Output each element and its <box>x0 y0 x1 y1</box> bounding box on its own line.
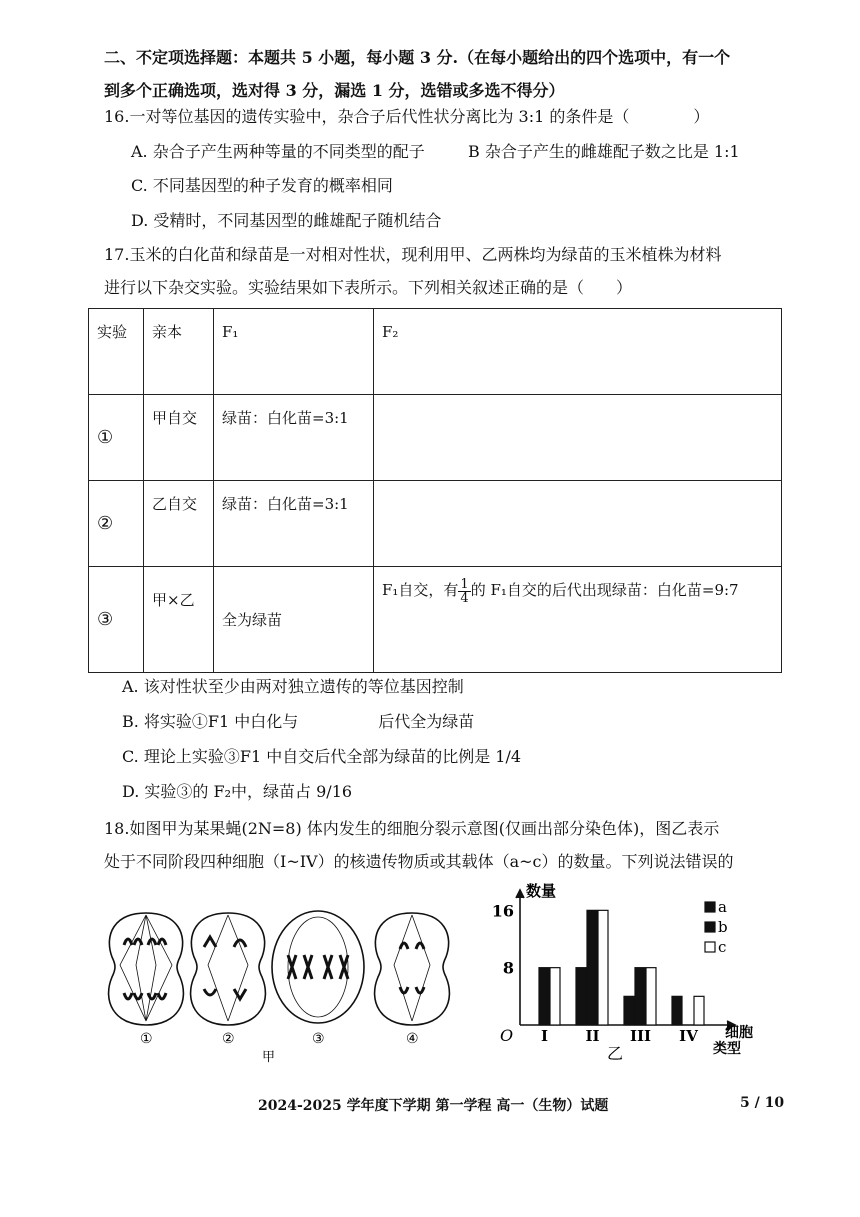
chart-bars <box>539 902 715 1025</box>
x-axis-label: 细胞 <box>725 1025 753 1041</box>
x-axis-label-line2: 类型 <box>713 1041 741 1057</box>
q17-option-d: D. 实验③的 F₂中，绿苗占 9/16 <box>122 782 353 801</box>
q16-option-b: B 杂合子产生的雌雄配子数之比是 1:1 <box>468 142 740 161</box>
table-header-row <box>89 309 782 395</box>
section-heading-line2: 到多个正确选项，选对得 3 分，漏选 1 分，选错或多选不得分） <box>104 81 565 100</box>
row2-f2 <box>374 481 782 567</box>
bar-c-III <box>646 968 656 1025</box>
row2-f1: 绿苗：白化苗=3:1 <box>214 481 374 567</box>
header-f2: F₂ <box>374 309 782 395</box>
legend-swatch-a <box>705 902 715 912</box>
q17-stem-line1: 17.玉米的白化苗和绿苗是一对相对性状，现利用甲、乙两株均为绿苗的玉米植株为材料 <box>104 245 722 264</box>
bar-b-III <box>635 968 645 1025</box>
q16-stem: 16.一对等位基因的遗传实验中，杂合子后代性状分离比为 3:1 的条件是（ ） <box>104 107 710 126</box>
cell-label-1: ① <box>140 1031 153 1047</box>
row2-exp: ② <box>89 481 144 567</box>
y-tick-label: 16 <box>491 901 514 921</box>
origin-label: O <box>500 1026 514 1045</box>
x-tick-label: I <box>540 1027 549 1045</box>
section-heading-line1: 二、不定项选择题：本题共 5 小题，每小题 3 分.（在每小题给出的四个选项中，有一个 <box>104 48 731 67</box>
legend-label-c: c <box>718 938 727 956</box>
row1-exp: ① <box>89 395 144 481</box>
fraction-one-quarter <box>458 578 470 605</box>
row1-f1: 绿苗：白化苗=3:1 <box>214 395 374 481</box>
header-parent: 亲本 <box>144 309 214 395</box>
cell-2-diagram <box>191 913 266 1025</box>
bar-a-III <box>624 996 634 1025</box>
bar-c-II <box>598 910 608 1025</box>
bar-a-IV <box>672 996 682 1025</box>
y-axis-arrow <box>516 890 524 898</box>
q17-option-c: C. 理论上实验③F1 中自交后代全部为绿苗的比例是 1/4 <box>122 747 522 766</box>
row3-f2 <box>374 567 782 673</box>
cell-label-2: ② <box>222 1031 235 1047</box>
bar-b-I <box>539 968 549 1025</box>
table-row <box>89 395 782 481</box>
bar-c-I <box>550 968 560 1025</box>
header-f1: F₁ <box>214 309 374 395</box>
row1-parent: 甲自交 <box>144 395 214 481</box>
q16-option-d: D. 受精时，不同基因型的雌雄配子随机结合 <box>131 211 442 230</box>
cell-label-3: ③ <box>312 1031 325 1047</box>
cell-label-4: ④ <box>406 1031 419 1047</box>
legend-swatch-b <box>705 922 715 932</box>
x-tick-label: III <box>629 1027 652 1045</box>
legend-swatch-c <box>705 942 715 952</box>
table-row <box>89 481 782 567</box>
row3-exp: ③ <box>89 567 144 673</box>
cell-1-diagram <box>109 913 184 1025</box>
header-experiment: 实验 <box>89 309 144 395</box>
cell-4-diagram <box>375 913 450 1025</box>
row3-f2-post: 的 F₁自交的后代出现绿苗：白化苗=9:7 <box>470 581 739 599</box>
q18-stem-line1: 18.如图甲为某果蝇(2N=8) 体内发生的细胞分裂示意图(仅画出部分染色体)，图乙表示 <box>104 819 720 838</box>
row3-parent: 甲×乙 <box>144 567 214 673</box>
row2-parent: 乙自交 <box>144 481 214 567</box>
table-row <box>89 567 782 673</box>
q16-option-c: C. 不同基因型的种子发育的概率相同 <box>131 176 393 195</box>
q17-option-a: A. 该对性状至少由两对独立遗传的等位基因控制 <box>122 677 464 696</box>
cell-3-diagram <box>272 911 364 1023</box>
row3-f1: 全为绿苗 <box>214 567 374 673</box>
y-axis-label: 数量 <box>526 882 557 900</box>
fraction-numerator: 1 <box>460 576 469 592</box>
row1-f2 <box>374 395 782 481</box>
footer-title: 2024-2025 学年度下学期 第一学程 高一（生物）试题 <box>258 1098 609 1114</box>
bar-b-II <box>587 910 597 1025</box>
page-number: 5 / 10 <box>740 1095 785 1111</box>
y-tick-label: 8 <box>502 958 514 978</box>
q18-stem-line2: 处于不同阶段四种细胞（I~IV）的核遗传物质或其载体（a~c）的数量。下列说法错误的 <box>104 852 734 871</box>
bar-c-IV <box>694 996 704 1025</box>
figure-yi-caption: 乙 <box>606 1044 624 1063</box>
figure-jia-cell-division <box>100 905 460 1065</box>
q16-option-a: A. 杂合子产生两种等量的不同类型的配子 <box>131 142 425 161</box>
legend-label-b: b <box>718 918 728 936</box>
q17-stem-line2: 进行以下杂交实验。实验结果如下表所示。下列相关叙述正确的是（ ） <box>104 278 633 297</box>
legend-label-a: a <box>718 898 727 916</box>
row3-f2-pre: F₁自交，有 <box>382 581 459 599</box>
experiment-table <box>88 308 782 673</box>
x-tick-label: II <box>585 1027 600 1045</box>
bar-a-II <box>576 968 586 1025</box>
fraction-denominator: 4 <box>460 590 469 606</box>
q17-option-b: B. 将实验①F1 中白化与 后代全为绿苗 <box>122 712 475 731</box>
figure-jia-caption: 甲 <box>262 1050 276 1065</box>
x-tick-label: IV <box>679 1027 698 1045</box>
figure-yi-bar-chart <box>490 880 790 1065</box>
